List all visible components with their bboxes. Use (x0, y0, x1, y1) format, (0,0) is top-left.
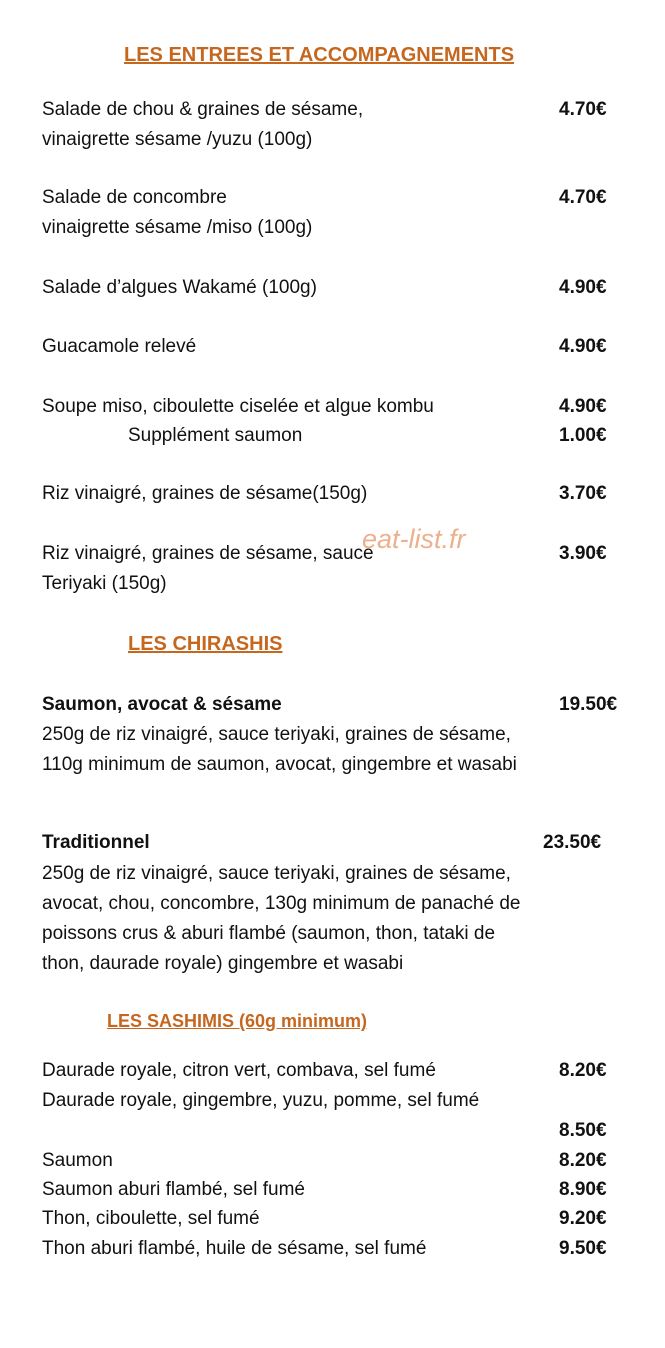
section-title-sashimis: LES SASHIMIS (60g minimum) (107, 1011, 368, 1031)
entree-4-price: 4.90€ (559, 336, 607, 357)
entree-5-supplement: Supplément saumon (128, 425, 303, 446)
chirashi-2-desc-1: 250g de riz vinaigré, sauce teriyaki, graines de sésame, (42, 863, 511, 884)
entree-1-price: 4.70€ (559, 99, 607, 120)
chirashi-1-name: Saumon, avocat & sésame (42, 694, 282, 715)
entree-6-line1: Riz vinaigré, graines de sésame(150g) (42, 483, 368, 504)
chirashi-2-desc-4: thon, daurade royale) gingembre et wasabi (42, 953, 404, 974)
entree-4-line1: Guacamole relevé (42, 336, 197, 357)
chirashi-2-desc-3: poissons crus & aburi flambé (saumon, thon, tataki de (42, 923, 496, 944)
section-title-entrees: LES ENTREES ET ACCOMPAGNEMENTS (124, 44, 515, 66)
section-title-chirashis: LES CHIRASHIS (128, 633, 283, 655)
sashimi-6-name: Thon aburi flambé, huile de sésame, sel fumé (42, 1238, 427, 1259)
chirashi-1-desc-1: 250g de riz vinaigré, sauce teriyaki, graines de sésame, (42, 724, 511, 745)
chirashi-2-name: Traditionnel (42, 832, 150, 853)
chirashi-1-price: 19.50€ (559, 694, 618, 715)
sashimi-2-price: 8.50€ (559, 1120, 607, 1141)
chirashi-2-desc-2: avocat, chou, concombre, 130g minimum de panaché de (42, 893, 521, 914)
entree-6-price: 3.70€ (559, 483, 607, 504)
sashimi-4-price: 8.90€ (559, 1179, 607, 1200)
entree-7-line1: Riz vinaigré, graines de sésame, sauce (42, 543, 374, 564)
sashimi-4-name: Saumon aburi flambé, sel fumé (42, 1179, 305, 1200)
sashimi-1-name: Daurade royale, citron vert, combava, sel fumé (42, 1060, 436, 1081)
entree-2-line2: vinaigrette sésame /miso (100g) (42, 217, 313, 238)
entree-5-supplement-price: 1.00€ (559, 425, 607, 446)
entree-1-line2: vinaigrette sésame /yuzu (100g) (42, 129, 313, 150)
entree-7-price: 3.90€ (559, 543, 607, 564)
sashimi-6-price: 9.50€ (559, 1238, 607, 1259)
watermark: eat-list.fr (362, 524, 466, 554)
sashimi-5-price: 9.20€ (559, 1208, 607, 1229)
sashimi-3-name: Saumon (42, 1150, 113, 1171)
entree-5-line1: Soupe miso, ciboulette ciselée et algue kombu (42, 396, 434, 417)
entree-5-price: 4.90€ (559, 396, 607, 417)
chirashi-1-desc-2: 110g minimum de saumon, avocat, gingembre et wasabi (42, 754, 517, 775)
sashimi-3-price: 8.20€ (559, 1150, 607, 1171)
entree-7-line2: Teriyaki (150g) (42, 573, 167, 594)
sashimi-1-price: 8.20€ (559, 1060, 607, 1081)
sashimi-2-name: Daurade royale, gingembre, yuzu, pomme, sel fumé (42, 1090, 480, 1111)
entree-3-line1: Salade d’algues Wakamé (100g) (42, 277, 317, 298)
entree-2-line1: Salade de concombre (42, 187, 227, 208)
entree-2-price: 4.70€ (559, 187, 607, 208)
entree-3-price: 4.90€ (559, 277, 607, 298)
sashimi-5-name: Thon, ciboulette, sel fumé (42, 1208, 260, 1229)
entree-1-line1: Salade de chou & graines de sésame, (42, 99, 364, 120)
chirashi-2-price: 23.50€ (543, 832, 602, 853)
